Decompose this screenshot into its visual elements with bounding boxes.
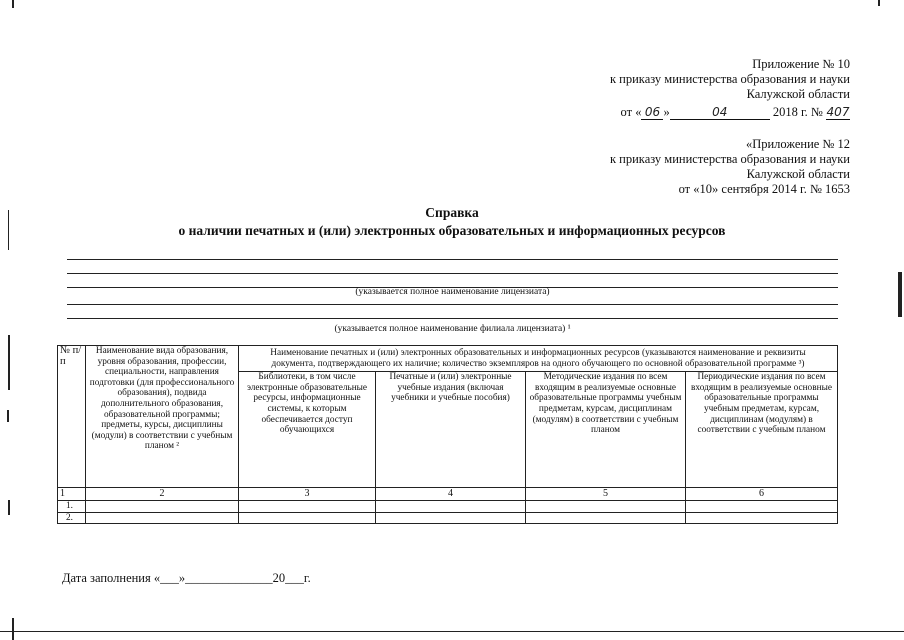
appendix-old-date: от «10» сентября 2014 г. № 1653 bbox=[678, 182, 850, 196]
fill-date-close-quote: » bbox=[178, 571, 186, 585]
appendix-header bbox=[590, 57, 850, 120]
appendix-old-region: Калужской области bbox=[746, 167, 850, 181]
document-subtitle: о наличии печатных и (или) электронных образовательных и информационных ресурсов bbox=[178, 223, 726, 238]
fill-date-month[interactable]: ______________ bbox=[185, 571, 273, 585]
table-cell[interactable] bbox=[239, 512, 376, 524]
branch-caption: (указывается полное наименование филиала лицензиата) ¹ bbox=[334, 324, 571, 334]
appendix-order-ref: к приказу министерства образования и науки bbox=[609, 72, 850, 86]
appendix-old-title: «Приложение № 12 bbox=[745, 137, 850, 151]
col-number-header: № п/п bbox=[58, 346, 86, 488]
scan-mark-right-1 bbox=[898, 272, 902, 317]
col-periodical-header: Периодические издания по всем входящим в реализуемые основные образовательные программы учебным предметам, курсам, дисциплинам (модулям) в соответствии с учебным планом bbox=[686, 372, 838, 488]
order-number: 407 bbox=[826, 105, 850, 119]
index-cell: 3 bbox=[239, 488, 376, 501]
table-cell[interactable] bbox=[86, 512, 239, 524]
table-cell[interactable] bbox=[526, 501, 686, 513]
scan-mark-top-right bbox=[878, 0, 880, 6]
scan-mark-bottom-left bbox=[12, 618, 14, 640]
table-cell[interactable] bbox=[686, 512, 838, 524]
table-cell[interactable] bbox=[239, 501, 376, 513]
row-number: 2. bbox=[58, 512, 86, 524]
order-prefix: от « bbox=[620, 105, 642, 119]
licensee-line-2 bbox=[67, 273, 838, 274]
fill-date-year: 20 bbox=[272, 571, 286, 585]
table-index-row bbox=[58, 488, 838, 501]
appendix-order-line bbox=[590, 105, 850, 120]
col-printed-header: Печатные и (или) электронные учебные издания (включая учебники и учебные пособия) bbox=[376, 372, 526, 488]
scan-mark-top bbox=[12, 0, 14, 8]
document-title: Справка bbox=[425, 205, 479, 220]
appendix-region: Калужской области bbox=[746, 87, 850, 101]
table-cell[interactable] bbox=[86, 501, 239, 513]
order-month: 04 bbox=[670, 106, 770, 120]
table-row bbox=[58, 512, 838, 524]
order-day: 06 bbox=[641, 106, 663, 120]
index-cell: 1 bbox=[58, 488, 86, 501]
branch-line-1 bbox=[67, 304, 838, 305]
table-cell[interactable] bbox=[526, 512, 686, 524]
col-methodical-header: Методические издания по всем входящим в реализуемые основные образовательные программы учебным предметам, курсам, дисциплинам (модулям) в соответствии с учебным планом bbox=[526, 372, 686, 488]
table-row bbox=[58, 501, 838, 513]
fill-date-suffix: г. bbox=[303, 571, 311, 585]
scan-mark-left-3 bbox=[7, 410, 9, 422]
branch-line-2 bbox=[67, 318, 838, 319]
table-cell[interactable] bbox=[686, 501, 838, 513]
index-cell: 6 bbox=[686, 488, 838, 501]
fill-date-year-blank[interactable]: ___ bbox=[285, 571, 304, 585]
col-libraries-header: Библиотеки, в том числе электронные образовательные ресурсы, информационные системы, к которым обеспечивается доступ обучающихся bbox=[239, 372, 376, 488]
fill-date-prefix: Дата заполнения « bbox=[62, 571, 161, 585]
order-quote-close: » bbox=[663, 105, 670, 119]
scan-mark-left-4 bbox=[8, 500, 10, 515]
scan-mark-bottom bbox=[0, 631, 904, 632]
table-cell[interactable] bbox=[376, 512, 526, 524]
appendix-old-header bbox=[550, 137, 850, 197]
index-cell: 4 bbox=[376, 488, 526, 501]
col-program-header: Наименование вида образования, уровня образования, профессии, специальности, направления подготовки (для профессионального образования), подвида дополнительного образования, образовательной программы; предметы, курсы, дисциплины (модули) в соответствии с учебным планом ² bbox=[86, 346, 239, 488]
resources-table bbox=[57, 345, 838, 524]
order-year: 2018 г. № bbox=[772, 105, 823, 119]
resources-group-header: Наименование печатных и (или) электронных образовательных и информационных ресурсов (указываются наименование и реквизиты документа, подтверждающего их наличие; количество экземпляров на одного обучающего по основной образовательной программе ³) bbox=[239, 346, 838, 372]
licensee-line-1 bbox=[67, 259, 838, 260]
appendix-title: Приложение № 10 bbox=[752, 57, 850, 71]
appendix-old-order-ref: к приказу министерства образования и науки bbox=[609, 152, 850, 166]
fill-date-day[interactable]: ___ bbox=[160, 571, 179, 585]
index-cell: 2 bbox=[86, 488, 239, 501]
table-header-row bbox=[58, 346, 838, 372]
fill-date bbox=[62, 571, 311, 586]
row-number: 1. bbox=[58, 501, 86, 513]
table-cell[interactable] bbox=[376, 501, 526, 513]
index-cell: 5 bbox=[526, 488, 686, 501]
scan-mark-left-2 bbox=[8, 335, 10, 390]
licensee-caption: (указывается полное наименование лицензиата) bbox=[355, 287, 550, 297]
